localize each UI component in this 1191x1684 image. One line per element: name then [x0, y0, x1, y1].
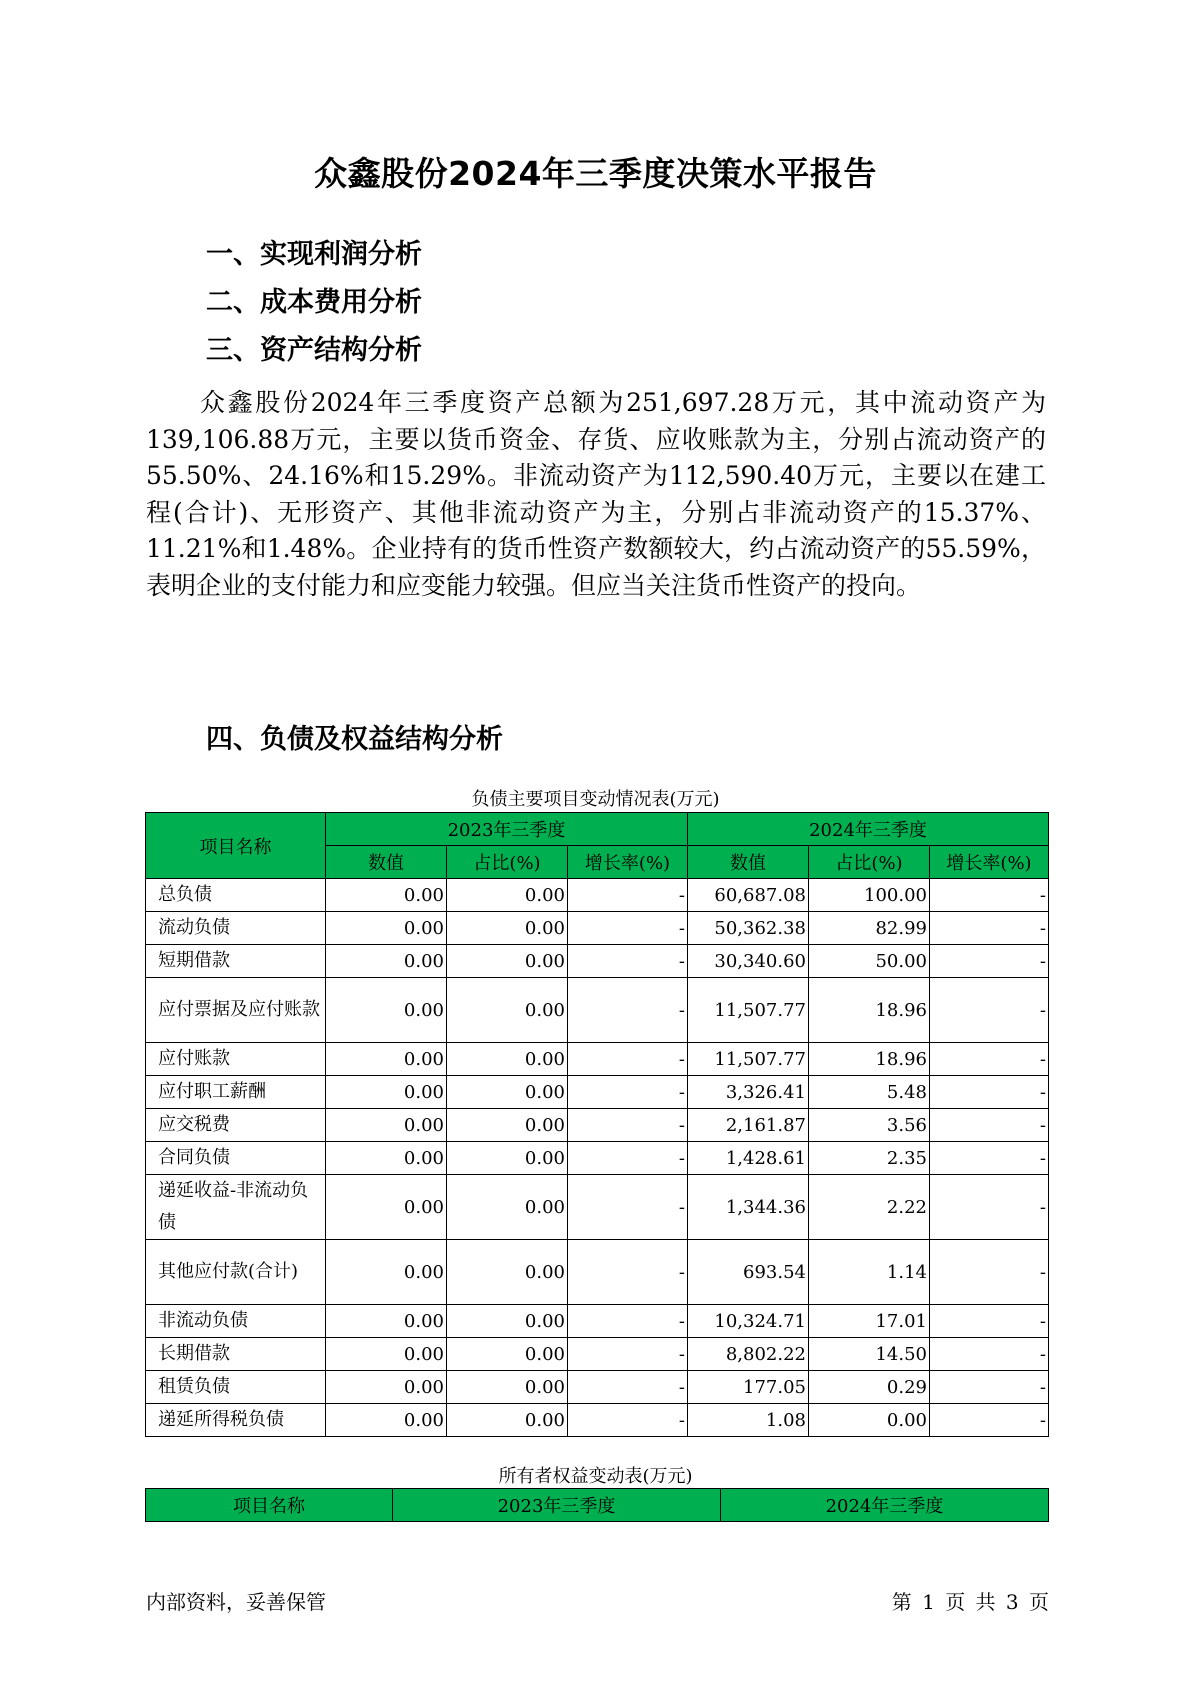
header-growth-2023: 增长率(%) [568, 846, 688, 879]
row-item-name: 应付票据及应付账款 [146, 978, 326, 1043]
cell-share-2024: 82.99 [809, 912, 930, 945]
cell-value-2024: 3,326.41 [688, 1076, 809, 1109]
cell-growth-2024: - [930, 1371, 1049, 1404]
cell-value-2023: 0.00 [326, 1338, 447, 1371]
header-item-name: 项目名称 [146, 813, 326, 879]
equity-header-item-name: 项目名称 [146, 1489, 393, 1522]
cell-value-2024: 1,428.61 [688, 1142, 809, 1175]
cell-value-2023: 0.00 [326, 879, 447, 912]
cell-value-2024: 693.54 [688, 1240, 809, 1305]
cell-growth-2024: - [930, 1175, 1049, 1240]
cell-value-2023: 0.00 [326, 1109, 447, 1142]
table-row [146, 1404, 1049, 1437]
cell-growth-2024: - [930, 1142, 1049, 1175]
asset-analysis-paragraph [146, 385, 1046, 604]
cell-value-2023: 0.00 [326, 912, 447, 945]
table-row [146, 1043, 1049, 1076]
cell-growth-2023: - [568, 1175, 688, 1240]
table-row [146, 1371, 1049, 1404]
cell-growth-2023: - [568, 1404, 688, 1437]
cell-growth-2024: - [930, 1043, 1049, 1076]
header-share-2024: 占比(%) [809, 846, 930, 879]
cell-value-2023: 0.00 [326, 1043, 447, 1076]
cell-growth-2023: - [568, 1109, 688, 1142]
section-heading-profit: 一、实现利润分析 [206, 239, 422, 270]
cell-share-2023: 0.00 [447, 912, 568, 945]
table-row [146, 1175, 1049, 1240]
cell-share-2023: 0.00 [447, 1076, 568, 1109]
cell-growth-2023: - [568, 1305, 688, 1338]
row-item-name: 递延收益-非流动负债 [146, 1175, 326, 1240]
equity-header-period-2024: 2024年三季度 [721, 1489, 1049, 1522]
cell-growth-2024: - [930, 1240, 1049, 1305]
cell-growth-2023: - [568, 1043, 688, 1076]
cell-share-2023: 0.00 [447, 1043, 568, 1076]
asset-analysis-text: 众鑫股份2024年三季度资产总额为251,697.28万元，其中流动资产为139,106.88万元，主要以货币资金、存货、应收账款为主，分别占流动资产的55.50%、24.16%和15.29%。非流动资产为112,590.40万元，主要以在建工程(合计)、无形资产、其他非流动资产为主，分别占非流动资产的15.37%、11.21%和1.48%。企业持有的货币性资产数额较大，约占流动资产的55.59%，表明企业的支付能力和应变能力较强。但应当关注货币性资产的投向。 [146, 388, 1046, 600]
header-value-2023: 数值 [326, 846, 447, 879]
row-item-name: 合同负债 [146, 1142, 326, 1175]
footer-confidential: 内部资料，妥善保管 [146, 1590, 326, 1614]
header-period-2023: 2023年三季度 [326, 813, 688, 846]
header-value-2024: 数值 [688, 846, 809, 879]
footer-page-number: 第 1 页 共 3 页 [891, 1590, 1049, 1614]
cell-growth-2024: - [930, 912, 1049, 945]
cell-value-2024: 2,161.87 [688, 1109, 809, 1142]
cell-share-2024: 0.29 [809, 1371, 930, 1404]
row-item-name: 应付职工薪酬 [146, 1076, 326, 1109]
cell-value-2024: 1,344.36 [688, 1175, 809, 1240]
table-row [146, 978, 1049, 1043]
table-row [146, 1240, 1049, 1305]
cell-growth-2024: - [930, 1109, 1049, 1142]
cell-share-2024: 5.48 [809, 1076, 930, 1109]
cell-value-2023: 0.00 [326, 1175, 447, 1240]
cell-share-2023: 0.00 [447, 1109, 568, 1142]
cell-growth-2023: - [568, 1076, 688, 1109]
cell-value-2024: 11,507.77 [688, 1043, 809, 1076]
cell-value-2023: 0.00 [326, 1305, 447, 1338]
table-row [146, 1305, 1049, 1338]
cell-growth-2023: - [568, 945, 688, 978]
liability-table [145, 812, 1049, 1437]
cell-share-2023: 0.00 [447, 1371, 568, 1404]
cell-value-2024: 8,802.22 [688, 1338, 809, 1371]
row-item-name: 总负债 [146, 879, 326, 912]
cell-share-2024: 18.96 [809, 1043, 930, 1076]
equity-table [145, 1488, 1049, 1522]
cell-share-2023: 0.00 [447, 1240, 568, 1305]
cell-share-2024: 17.01 [809, 1305, 930, 1338]
cell-value-2024: 11,507.77 [688, 978, 809, 1043]
cell-value-2023: 0.00 [326, 945, 447, 978]
cell-share-2023: 0.00 [447, 1338, 568, 1371]
row-item-name: 应付账款 [146, 1043, 326, 1076]
cell-value-2024: 1.08 [688, 1404, 809, 1437]
table-row [146, 879, 1049, 912]
table-row [146, 1338, 1049, 1371]
cell-value-2023: 0.00 [326, 978, 447, 1043]
cell-value-2023: 0.00 [326, 1142, 447, 1175]
cell-growth-2024: - [930, 978, 1049, 1043]
cell-growth-2024: - [930, 945, 1049, 978]
section-heading-liability: 四、负债及权益结构分析 [206, 724, 503, 755]
equity-header-period-2023: 2023年三季度 [393, 1489, 721, 1522]
cell-share-2024: 100.00 [809, 879, 930, 912]
liability-table-caption: 负债主要项目变动情况表(万元) [471, 789, 720, 810]
cell-value-2024: 30,340.60 [688, 945, 809, 978]
table-row [146, 1109, 1049, 1142]
cell-growth-2024: - [930, 879, 1049, 912]
section-heading-cost: 二、成本费用分析 [206, 287, 422, 318]
cell-value-2023: 0.00 [326, 1240, 447, 1305]
cell-value-2024: 50,362.38 [688, 912, 809, 945]
header-share-2023: 占比(%) [447, 846, 568, 879]
section-heading-asset: 三、资产结构分析 [206, 335, 422, 366]
header-period-2024: 2024年三季度 [688, 813, 1049, 846]
equity-table-caption: 所有者权益变动表(万元) [498, 1466, 693, 1487]
cell-share-2024: 3.56 [809, 1109, 930, 1142]
cell-share-2023: 0.00 [447, 1305, 568, 1338]
cell-share-2023: 0.00 [447, 945, 568, 978]
table-row [146, 912, 1049, 945]
cell-share-2024: 50.00 [809, 945, 930, 978]
cell-share-2024: 0.00 [809, 1404, 930, 1437]
row-item-name: 其他应付款(合计) [146, 1240, 326, 1305]
cell-value-2024: 10,324.71 [688, 1305, 809, 1338]
cell-share-2023: 0.00 [447, 1142, 568, 1175]
cell-share-2024: 18.96 [809, 978, 930, 1043]
cell-share-2024: 2.22 [809, 1175, 930, 1240]
cell-growth-2023: - [568, 1142, 688, 1175]
cell-share-2024: 1.14 [809, 1240, 930, 1305]
row-item-name: 短期借款 [146, 945, 326, 978]
liability-table-body [146, 879, 1049, 1437]
cell-share-2023: 0.00 [447, 879, 568, 912]
row-item-name: 应交税费 [146, 1109, 326, 1142]
cell-growth-2023: - [568, 978, 688, 1043]
page-title: 众鑫股份2024年三季度决策水平报告 [314, 154, 877, 193]
cell-growth-2023: - [568, 1371, 688, 1404]
cell-share-2023: 0.00 [447, 1404, 568, 1437]
cell-value-2023: 0.00 [326, 1371, 447, 1404]
cell-growth-2023: - [568, 1338, 688, 1371]
cell-share-2023: 0.00 [447, 1175, 568, 1240]
table-row [146, 1076, 1049, 1109]
table-row [146, 945, 1049, 978]
cell-growth-2024: - [930, 1305, 1049, 1338]
table-row [146, 1142, 1049, 1175]
row-item-name: 流动负债 [146, 912, 326, 945]
row-item-name: 租赁负债 [146, 1371, 326, 1404]
cell-growth-2023: - [568, 912, 688, 945]
cell-value-2024: 60,687.08 [688, 879, 809, 912]
cell-growth-2024: - [930, 1076, 1049, 1109]
cell-share-2024: 2.35 [809, 1142, 930, 1175]
header-growth-2024: 增长率(%) [930, 846, 1049, 879]
cell-growth-2024: - [930, 1338, 1049, 1371]
row-item-name: 长期借款 [146, 1338, 326, 1371]
cell-value-2023: 0.00 [326, 1404, 447, 1437]
cell-growth-2023: - [568, 1240, 688, 1305]
cell-share-2024: 14.50 [809, 1338, 930, 1371]
cell-growth-2023: - [568, 879, 688, 912]
row-item-name: 递延所得税负债 [146, 1404, 326, 1437]
cell-growth-2024: - [930, 1404, 1049, 1437]
cell-share-2023: 0.00 [447, 978, 568, 1043]
cell-value-2024: 177.05 [688, 1371, 809, 1404]
row-item-name: 非流动负债 [146, 1305, 326, 1338]
cell-value-2023: 0.00 [326, 1076, 447, 1109]
